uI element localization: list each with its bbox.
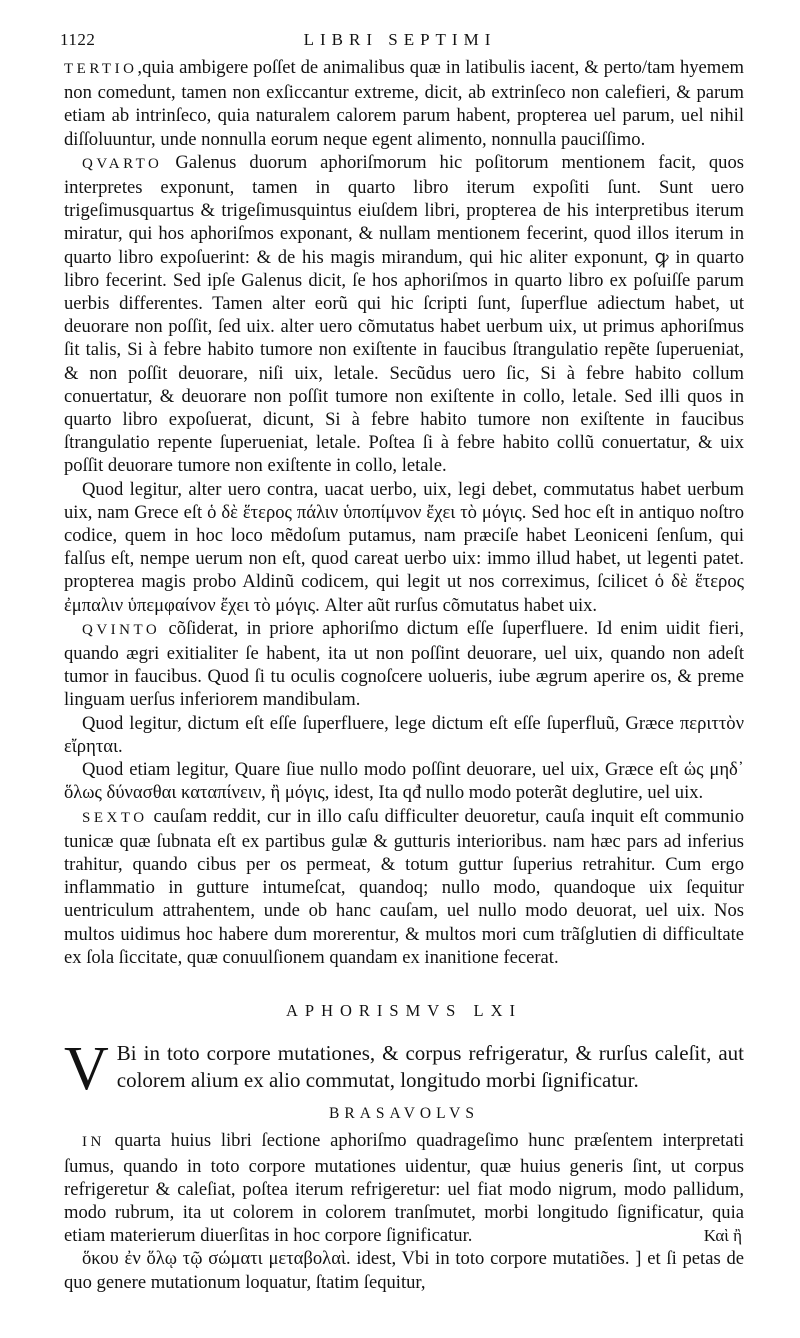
paragraph-tertio [64,56,744,151]
paragraph-sexto [64,805,744,969]
paragraph-text: Quod legitur, dictum eſt eſſe ſuperfluere, lege dictum eſt eſſe ſuperfluũ, Græce περιττὸν εἴρηται. [64,712,744,757]
paragraph-text: cõſiderat, in priore aphoriſmo dictum eſſe ſuperfluere. Id enim uidit fieri, quando ægri exitialiter ſe habent, ita ut non poſſint deuorare, uel uix, quando non adeſt tumor in faucibus. Quod ſi tu oculis cognoſcere uolueris, iube ægrum aperire os, & preme linguam uerſus inferiorem mandibulam. [64,617,744,711]
running-title: LIBRI SEPTIMI [303,30,497,49]
drop-initial: V [64,1035,109,1104]
catchword: Καὶ ἢ [703,1226,742,1245]
commentary-text: quarta huius libri ſectione aphoriſmo quadrageſimo hunc præſentem interpretati ſumus, quando in toto corpore mutationes uidentur, quæ huius generis ſint, ut corpus refrigeretur & caleſiat, poſtea iterum refrigeretur: uel fiat modo nigrum, modo pallidum, modo rubrum, ita ut colorem in colorem tranſmutet, morbi longitudo ſignificatur, quia etiam materierum diuerſitas in hoc corpore ſignificatur. [64,1130,744,1247]
commentary-heading: BRASAVOLVS [329,1105,479,1123]
section-label: QVARTO [82,155,163,172]
section-label: TERTIO [64,61,138,77]
paragraph-quinto [64,617,744,712]
aphorism-heading: APHORISMVS LXI [286,1000,522,1020]
section-label: QVINTO [82,621,161,638]
text-block [64,56,744,1294]
paragraph-quod-legitur-1 [64,478,744,617]
commentary-greek-paragraph [64,1247,744,1293]
page-number: 1122 [60,30,96,49]
paragraph-text: Galenus duorum aphoriſmorum hic poſitorum mentionem facit, quos interpretes exponunt, tamen in quarto libro iterum expoſiti ſunt. Sunt uero trigeſimusquartus & trigeſimusquintus eiuſdem libri, propterea de his interpretibus iterum miratur, qui hos aphoriſmos exponant, & nullam mentionem fecerint, quod illos iterum in quarto libro expoſuerint: & de his magis mirandum, qui hic aliter exponunt, ꝙ in quarto libro fecerint. Sed ipſe Galenus dicit, ſe hos aphoriſmos in quarto libro ex poſuiſſe parum uerbis differentes. Tamen alter eorũ qui hic ſcripti ſunt, ſuperflue adiectum habet, ut deuorare non poſſit, ſed uix. alter uero cõmutatus habet uerbum uix, ut primus aphoriſmus ſit talis, Si à febre habito tumore non exiſtente in faucibus ſtrangulatio repẽte ſuperueniat, & non poſſit deuorare, niſi uix, letale. Secũdus uero ſic, Si à febre habito collum conuertatur, & deuorare non poſſit tumore non exiſtente in collo, letale. Sed illi quos in quarto libro expoſuerat, dicunt, Si à febre habito tumore non exiſtente in faucibus ſtrangulatio repente ſuperueniat, letale. Poſtea ſi à febre habito collũ conuertatur, & uix poſſit deuorare tumore non exiſtente in collo, letale. [64,151,744,477]
paragraph-quarto [64,151,744,478]
paragraph-text: cauſam reddit, cur in illo caſu difficulter deuoretur, cauſa inquit eſt communio tunicæ quæ ſubnata eſt ex partibus gulæ & gutturis interioribus. nam hæc pars ad inferius trahitur, quando cibus per os permeat, & totum guttur ſuperius retrahitur. Cum ergo inflammatio in gutture intumeſcat, quandoq; nullo modo, quandoque uix ſequitur uentriculum attrahentem, unde ob hanc cauſam, uel nullo modo deuorat, uel uix. Nos multos uidimus hoc habere dum morerentur, & multos mori cum trãſglutien di difficultate ex ſola ſiccitate, quæ conuulſionem quandam ex inanitione fecerat. [64,805,744,968]
paragraph-quod-legitur-2 [64,712,744,758]
aphorism-body: Bi in toto corpore mutationes, & corpus refrigeratur, & rurſus caleſit, aut colorem alium ex alio commutat, longitudo morbi ſignificatur. [116,1041,744,1093]
commentary-text: . idest, Vbi in toto corpore mutatiões. ] et ſi petas de quo genere mutationum loquatur, ſtatim ſequitur, [64,1248,744,1293]
paragraph-quod-etiam [64,758,744,804]
section-label: IN [82,1134,105,1151]
paragraph-text: Quod legitur, alter uero contra, uacat uerbo, uix, legi debet, commutatus habet uerbum uix, nam Grece eſt ὁ δὲ ἕτερος πάλιν ὑποπίμνον ἔχει τὸ μόγις. Sed hoc eſt in antiquo noſtro codice, quem in hoc loco mẽdoſum putamus, nam præciſe habet Leoniceni ſenſum, qui falſus eſt, nempe uerum non eſt, quod careat uerbo uix: immo illud habet, ut legenti patet. propterea magis probo Aldinũ codicem, qui legit ut nos correximus, ſcilicet ὁ δὲ ἕτερος ἐμπαλιν ὑπεμφαίνον ἔχει τὸ μόγις. Alter aũt rurſus cõmutatus habet uix. [64,478,744,616]
page-header [60,30,740,52]
paragraph-text: ,quia ambigere poſſet de animalibus quæ in latibulis iacent, & perto/tam hyemem non comedunt, tamen non exſiccantur extreme, dicit, ab extrinſeco non calefieri, & parum etiam ab intrinſeco, quia naturalem calorem parum habent, propterea uel parum, uel nihil diſſoluuntur, unde nonnulla eorum neque egent alimento, nonnulla pauciſſimo. [64,57,744,150]
commentary-paragraph [64,1129,744,1247]
section-label: SEXTO [82,809,148,826]
paragraph-text: Quod etiam legitur, Quare ſiue nullo modo poſſint deuorare, uel uix, Græce eſt ὡς μηδ᾽ ὅλως δύνασθαι καταπίνειν, ἢ μόγις, idest, Ita qđ nullo modo poterãt deglutire, uel uix. [64,759,745,804]
aphorism-text [64,1035,744,1104]
greek-quote: ὅκου ἐν ὅλῳ τῷ σώματι μεταβολαὶ [82,1248,346,1270]
